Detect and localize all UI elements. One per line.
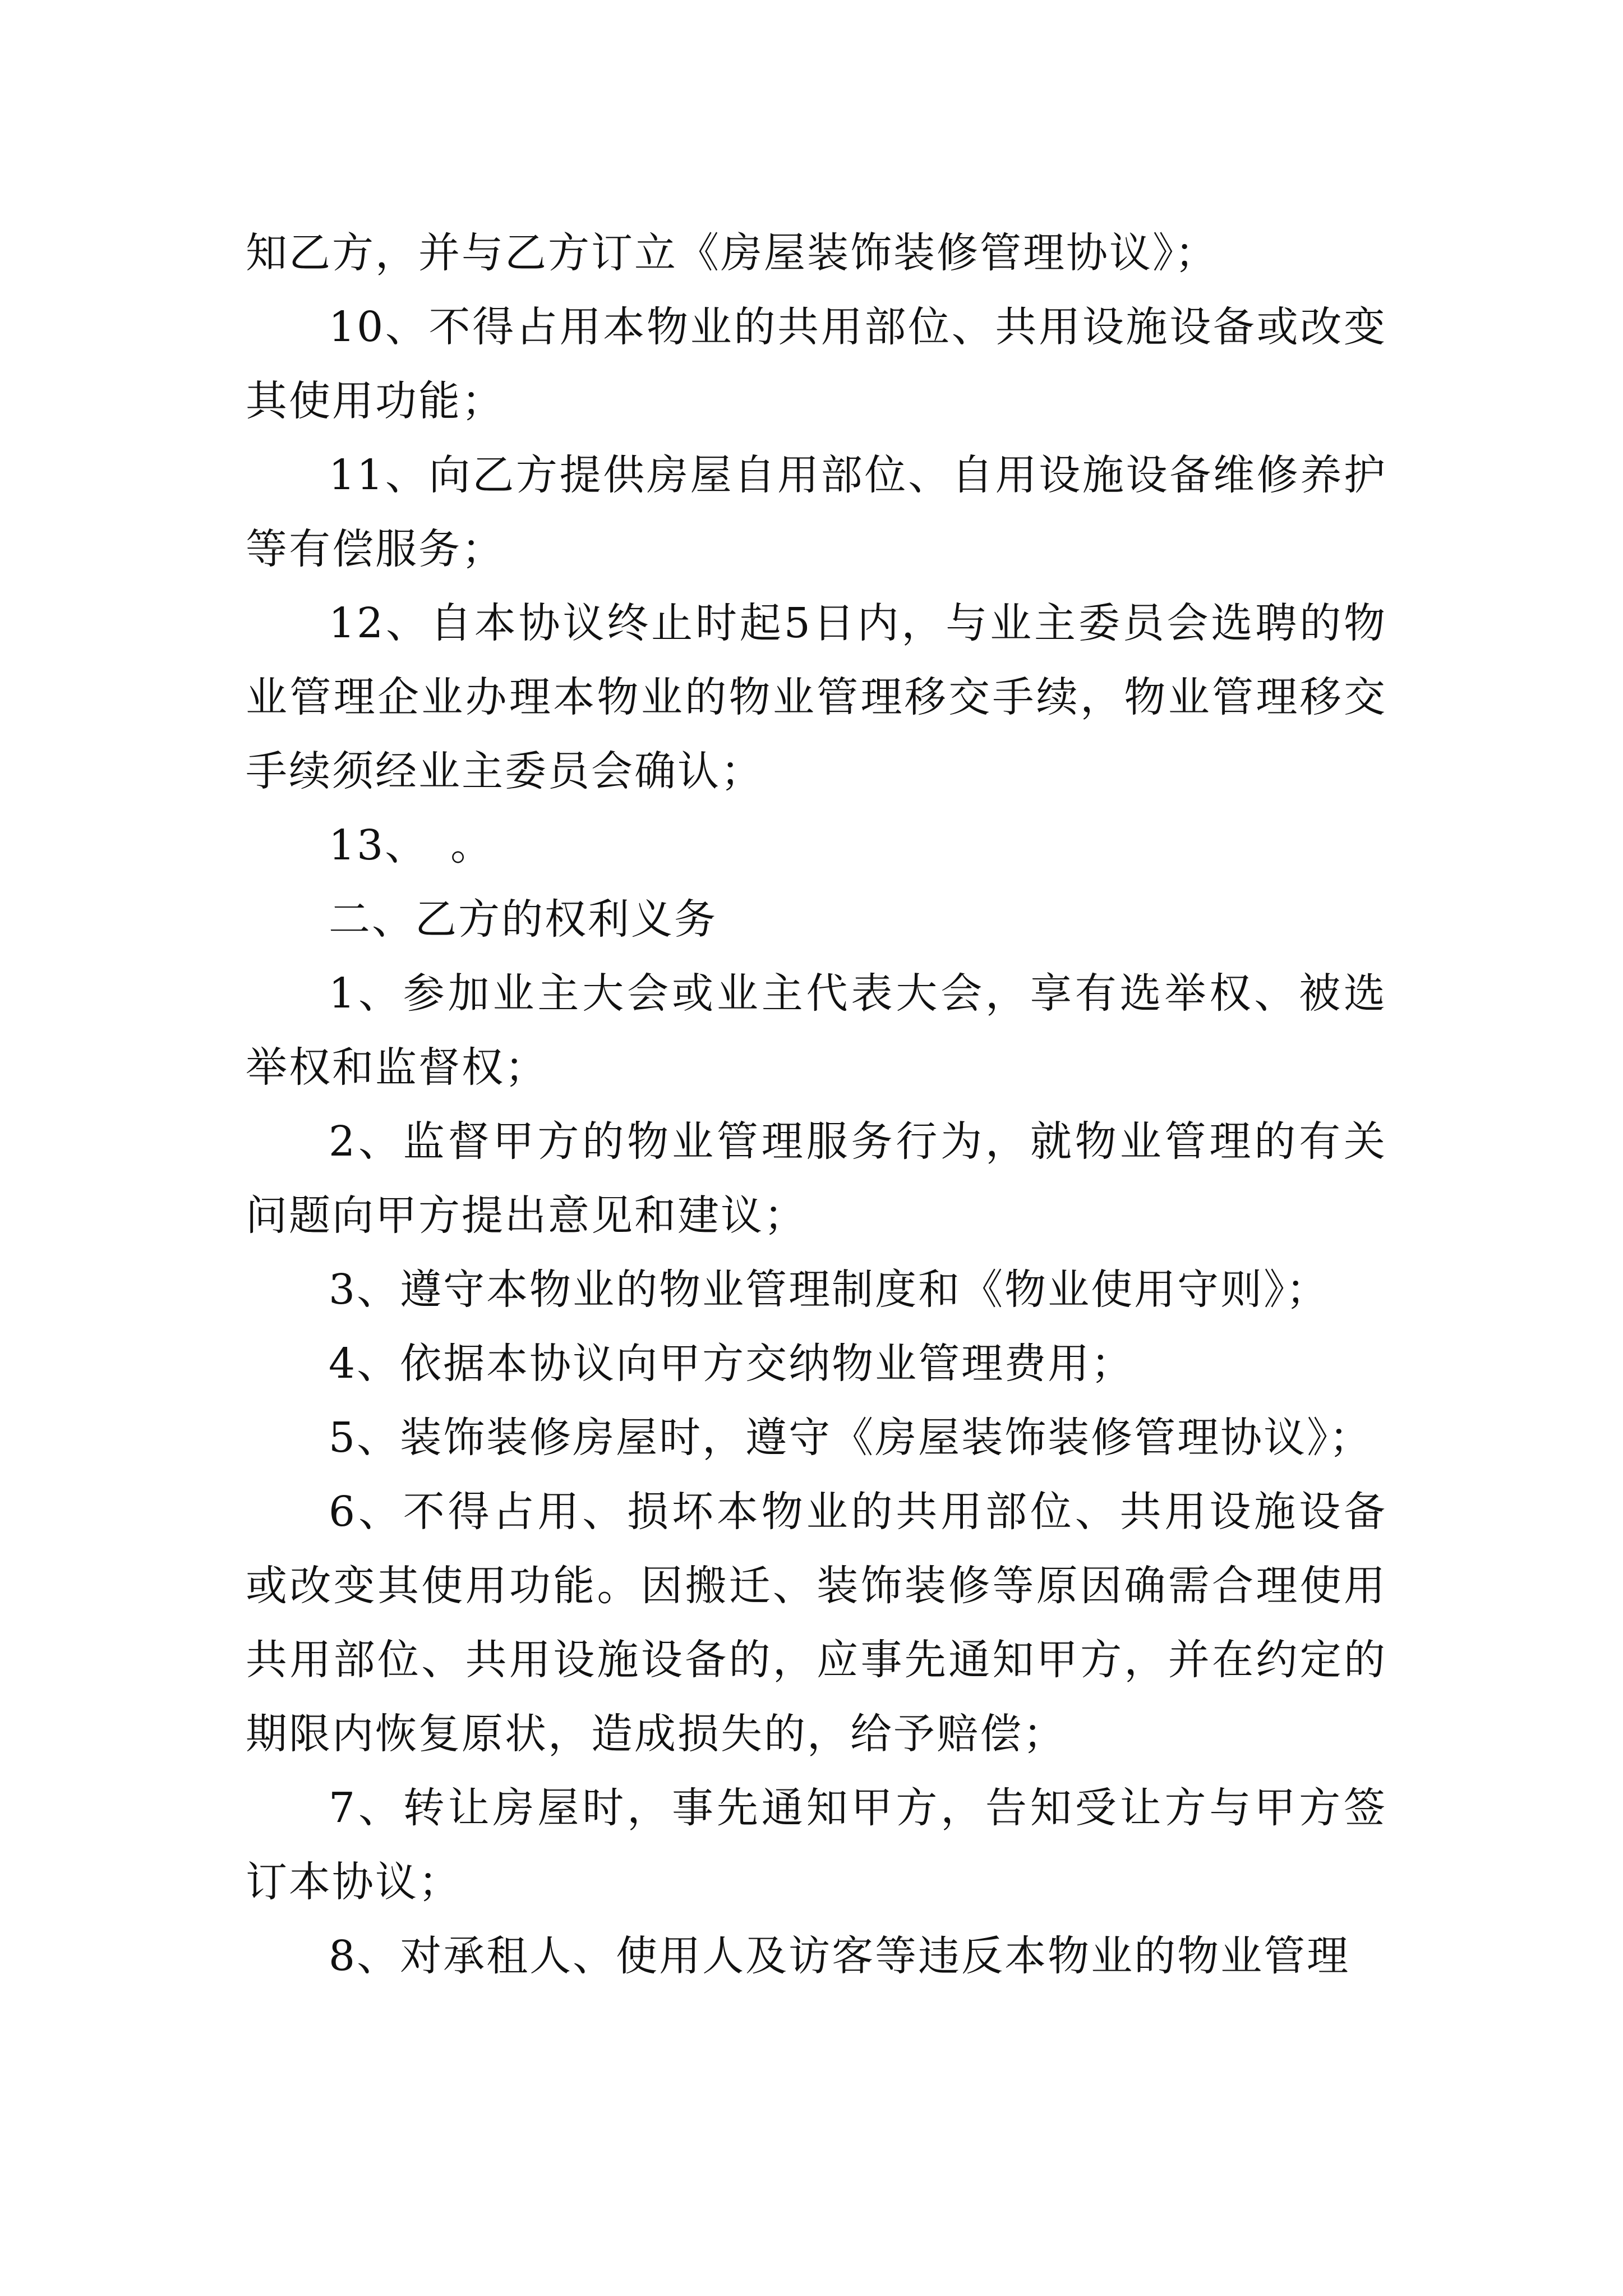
paragraph-item-1: 1、参加业主大会或业主代表大会，享有选举权、被选举权和监督权； xyxy=(246,969,1387,1092)
paragraph-item-10: 10、不得占用本物业的共用部位、共用设施设备或改变其使用功能； xyxy=(246,303,1387,425)
paragraph-item-6: 6、不得占用、损坏本物业的共用部位、共用设施设备或改变其使用功能。因搬迁、装饰装修等原因确需合理使用共用部位、共用设施设备的，应事先通知甲方，并在约定的期限内恢复原状，造成损失的，给予赔偿； xyxy=(246,1488,1387,1758)
paragraph-item-13: 13、 。 xyxy=(329,821,494,869)
paragraph-continuation: 知乙方，并与乙方订立《房屋装饰装修管理协议》； xyxy=(246,229,1218,277)
paragraph-item-3: 3、遵守本物业的物业管理制度和《物业使用守则》； xyxy=(329,1266,1330,1314)
section-heading-party-b: 二、乙方的权利义务 xyxy=(329,895,717,944)
paragraph-item-8: 8、对承租人、使用人及访客等违反本物业的物业管理 xyxy=(329,1932,1350,1980)
paragraph-item-12: 12、自本协议终止时起5日内，与业主委员会选聘的物业管理企业办理本物业的物业管理移交手续，物业管理移交手续须经业主委员会确认； xyxy=(246,599,1387,795)
paragraph-item-11: 11、向乙方提供房屋自用部位、自用设施设备维修养护等有偿服务； xyxy=(246,451,1387,573)
paragraph-item-4: 4、依据本协议向甲方交纳物业管理费用； xyxy=(329,1340,1135,1388)
paragraph-item-2: 2、监督甲方的物业管理服务行为，就物业管理的有关问题向甲方提出意见和建议； xyxy=(246,1117,1387,1240)
paragraph-item-5: 5、装饰装修房屋时，遵守《房屋装饰装修管理协议》； xyxy=(329,1414,1373,1462)
document-body xyxy=(246,216,1387,1993)
paragraph-item-7: 7、转让房屋时，事先通知甲方，告知受让方与甲方签订本协议； xyxy=(246,1784,1387,1906)
